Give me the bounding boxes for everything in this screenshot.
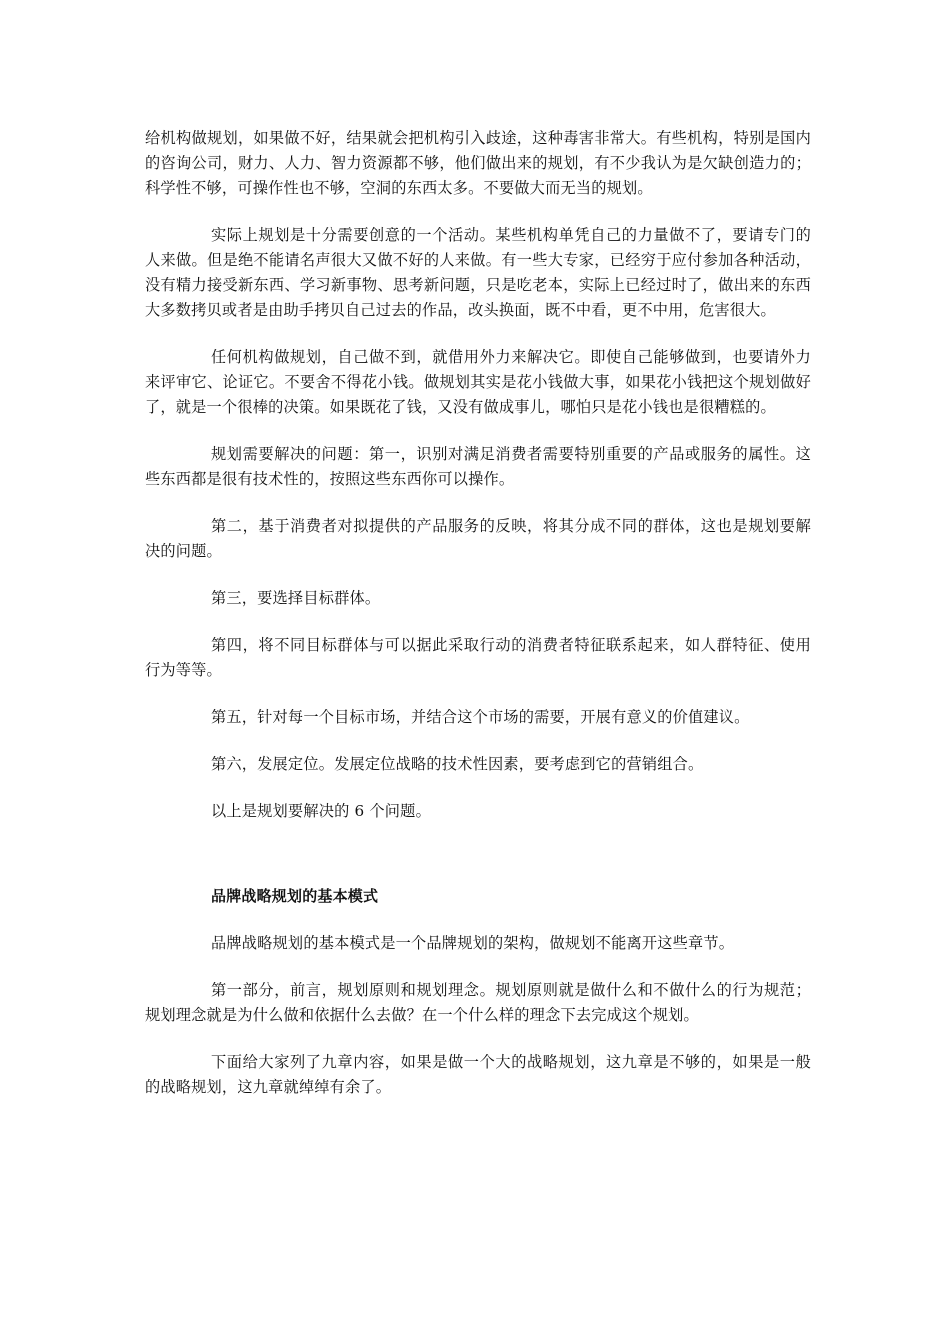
- paragraph: 以上是规划要解决的 6 个问题。: [211, 802, 431, 820]
- paragraph: 下面给大家列了九章内容，如果是做一个大的战略规划，这九章是不够的，如果是一般的战略规划，这九章就绰绰有余了。: [145, 1053, 811, 1096]
- paragraph: 第一部分，前言，规划原则和规划理念。规划原则就是做什么和不做什么的行为规范；规划理念就是为什么做和依据什么去做？在一个什么样的理念下去完成这个规划。: [145, 981, 811, 1024]
- paragraph: 第三，要选择目标群体。: [211, 589, 381, 607]
- section-heading: 品牌战略规划的基本模式: [211, 887, 379, 905]
- paragraph: 给机构做规划，如果做不好，结果就会把机构引入歧途，这种毒害非常大。有些机构，特别是国内的咨询公司，财力、人力、智力资源都不够，他们做出来的规划，有不少我认为是欠缺创造力的；科学性不够，可操作性也不够，空洞的东西太多。不要做大而无当的规划。: [145, 129, 811, 197]
- paragraph: 第六，发展定位。发展定位战略的技术性因素，要考虑到它的营销组合。: [211, 755, 704, 773]
- paragraph: 第四，将不同目标群体与可以据此采取行动的消费者特征联系起来，如人群特征、使用行为等等。: [145, 636, 811, 679]
- paragraph: 规划需要解决的问题：第一，识别对满足消费者需要特别重要的产品或服务的属性。这些东西都是很有技术性的，按照这些东西你可以操作。: [145, 445, 811, 488]
- paragraph: 第五，针对每一个目标市场，并结合这个市场的需要，开展有意义的价值建议。: [211, 708, 750, 726]
- paragraph: 任何机构做规划，自己做不到，就借用外力来解决它。即使自己能够做到，也要请外力来评审它、论证它。不要舍不得花小钱。做规划其实是花小钱做大事，如果花小钱把这个规划做好了，就是一个很棒的决策。如果既花了钱，又没有做成事儿，哪怕只是花小钱也是很糟糕的。: [145, 348, 811, 416]
- paragraph: 第二，基于消费者对拟提供的产品服务的反映，将其分成不同的群体，这也是规划要解决的问题。: [145, 517, 811, 560]
- paragraph: 实际上规划是十分需要创意的一个活动。某些机构单凭自己的力量做不了，要请专门的人来做。但是绝不能请名声很大又做不好的人来做。有一些大专家，已经穷于应付参加各种活动，没有精力接受新东西、学习新事物、思考新问题，只是吃老本，实际上已经过时了，做出来的东西大多数拷贝或者是由助手拷贝自己过去的作品，改头换面，既不中看，更不中用，危害很大。: [145, 226, 811, 319]
- paragraph: 品牌战略规划的基本模式是一个品牌规划的架构，做规划不能离开这些章节。: [211, 934, 735, 952]
- document-body: [145, 126, 811, 1122]
